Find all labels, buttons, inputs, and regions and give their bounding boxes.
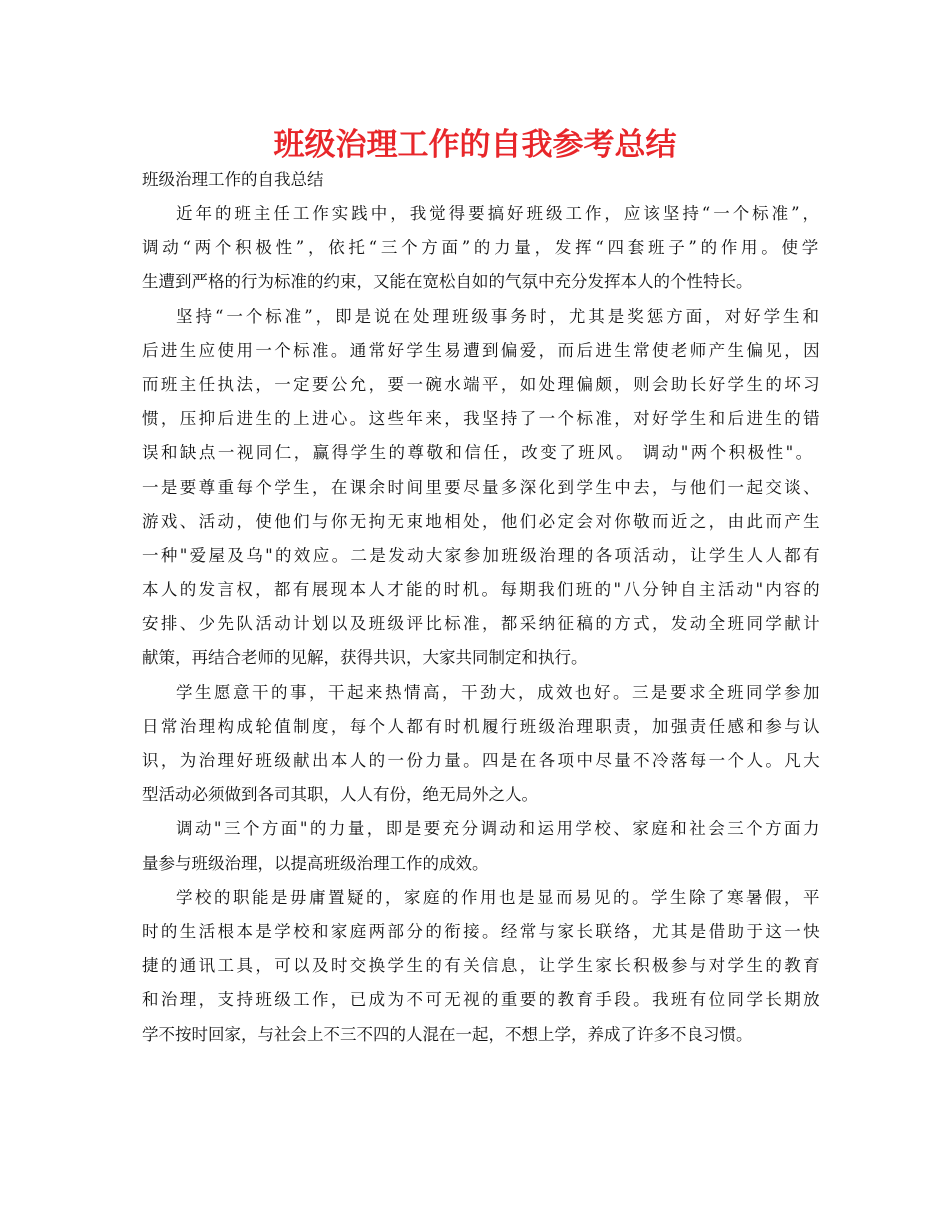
- paragraph-line: 近年的班主任工作实践中，我觉得要搞好班级工作，应该坚持“一个标准”，: [176, 204, 822, 223]
- paragraph-line: 而班主任执法，一定要公允，要一碗水端平，如处理偏颇，则会助长好学生的坏习: [142, 374, 822, 394]
- paragraph-line: 误和缺点一视同仁，赢得学生的尊敬和信任，改变了班风。 调动"两个积极性"。: [142, 443, 815, 463]
- paragraph-line: 识，为治理好班级献出本人的一份力量。四是在各项中尽量不冷落每一个人。凡大: [142, 751, 822, 770]
- paragraph: [142, 300, 822, 676]
- paragraph-line: 量参与班级治理，以提高班级治理工作的成效。: [142, 853, 489, 873]
- document-title: 班级治理工作的自我参考总结: [273, 127, 677, 163]
- paragraph-line: 调动"三个方面"的力量，即是要充分调动和运用学校、家庭和社会三个方面力: [176, 819, 822, 839]
- paragraph-line: 日常治理构成轮值制度，每个人都有时机履行班级治理职责，加强责任感和参与认: [142, 716, 822, 736]
- paragraph-line: 安排、少先队活动计划以及班级评比标准，都采纳征稿的方式，发动全班同学献计: [142, 614, 822, 634]
- paragraph-line: 调动“两个积极性”，依托“三个方面”的力量，发挥“四套班子”的作用。使学: [142, 238, 822, 258]
- paragraph-line: 游戏、活动，使他们与你无拘无束地相处，他们必定会对你敬而近之，由此而产生: [142, 511, 822, 531]
- paragraph: [142, 881, 822, 1052]
- paragraph-line: 一是要尊重每个学生，在课余时间里要尽量多深化到学生中去，与他们一起交谈、: [142, 477, 822, 497]
- paragraph-line: 学生愿意干的事，干起来热情高，干劲大，成效也好。三是要求全班同学参加: [176, 682, 822, 702]
- paragraph-line: 一种"爱屋及乌"的效应。二是发动大家参加班级治理的各项活动，让学生人人都有: [142, 545, 822, 565]
- paragraph-line: 和治理，支持班级工作，已成为不可无视的重要的教育手段。我班有位同学长期放: [142, 990, 822, 1010]
- paragraph-line: 献策，再结合老师的见解，获得共识，大家共同制定和执行。: [142, 648, 588, 668]
- document-body: [142, 197, 822, 1052]
- document-subtitle: 班级治理工作的自我总结: [142, 170, 324, 189]
- paragraph: [142, 197, 822, 300]
- paragraph-line: 后进生应使用一个标准。通常好学生易遭到偏爱，而后进生常使老师产生偏见，因: [142, 340, 822, 360]
- paragraph-line: 惯，压抑后进生的上进心。这些年来，我坚持了一个标准，对好学生和后进生的错: [142, 409, 822, 429]
- paragraph-line: 时的生活根本是学校和家庭两部分的衔接。经常与家长联络，尤其是借助于这一快: [142, 921, 822, 941]
- paragraph-line: 生遭到严格的行为标准的约束，又能在宽松自如的气氛中充分发挥本人的个性特长。: [142, 272, 753, 292]
- paragraph-line: 本人的发言权，都有展现本人才能的时机。每期我们班的"八分钟自主活动"内容的: [142, 580, 822, 600]
- paragraph-line: 坚持“一个标准”，即是说在处理班级事务时，尤其是奖惩方面，对好学生和: [176, 306, 822, 326]
- paragraph: [142, 812, 822, 880]
- paragraph: [142, 676, 822, 813]
- paragraph-line: 学不按时回家，与社会上不三不四的人混在一起，不想上学，养成了许多不良习惯。: [142, 1024, 753, 1044]
- paragraph-line: 型活动必须做到各司其职，人人有份，绝无局外之人。: [142, 785, 538, 805]
- paragraph-line: 捷的通讯工具，可以及时交换学生的有关信息，让学生家长积极参与对学生的教育: [142, 956, 822, 976]
- paragraph-line: 学校的职能是毋庸置疑的，家庭的作用也是显而易见的。学生除了寒暑假，平: [176, 887, 822, 907]
